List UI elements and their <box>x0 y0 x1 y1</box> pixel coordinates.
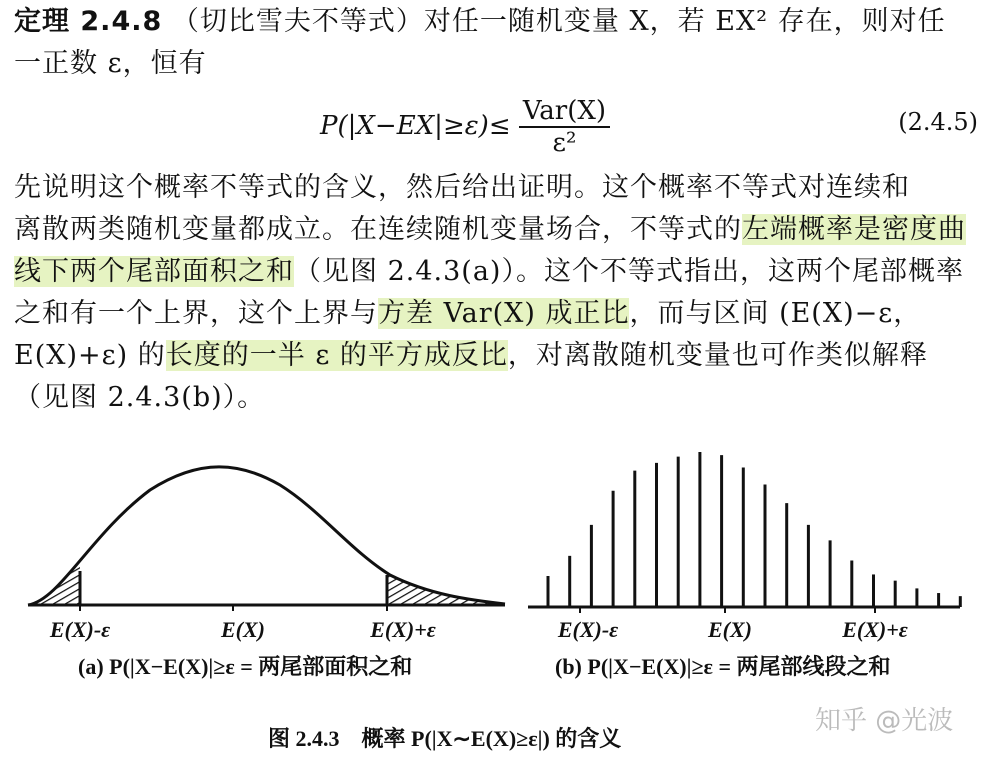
theorem-text-1: （切比雪夫不等式）对任一随机变量 X，若 EX² 存在，则对任 <box>171 6 946 37</box>
formula-denominator: ε² <box>552 128 577 158</box>
label-left: E(X)-ε <box>557 617 619 642</box>
label-mean: E(X) <box>221 617 265 642</box>
highlight-variance: 方差 Var(X) 成正比 <box>378 298 630 329</box>
body-text: 离散两类随机变量都成立。在连续随机变量场合，不等式的 <box>14 214 742 245</box>
highlight-left-prob: 左端概率是密度曲 <box>742 214 966 245</box>
theorem-line-2: 一正数 ε，恒有 <box>14 48 207 79</box>
caption-a: (a) P(|X−E(X)|≥ε = 两尾部面积之和 <box>78 654 413 679</box>
figure-title: 图 2.4.3 概率 P(|X∼E(X)≥ε|) 的含义 <box>268 726 622 751</box>
formula-lhs: P(|X−EX|≥ε)≤ <box>320 111 511 141</box>
label-right: E(X)+ε <box>842 617 908 642</box>
figure-a-density <box>0 440 510 660</box>
theorem-line-1 <box>14 2 946 42</box>
body-text: ，而与区间 (E(X)−ε， <box>629 298 922 329</box>
theorem-label: 定理 2.4.8 <box>14 6 163 37</box>
body-text: 之和有一个上界，这个上界与 <box>14 298 378 329</box>
body-text: ，对离散随机变量也可作类似解释 <box>507 340 928 371</box>
label-mean: E(X) <box>708 617 752 642</box>
label-left: E(X)-ε <box>49 617 111 642</box>
highlight-half-length: 长度的一半 ε 的平方成反比 <box>165 340 508 371</box>
body-line-2 <box>14 210 966 250</box>
highlight-tail-area: 线下两个尾部面积之和 <box>14 256 294 287</box>
body-text: E(X)+ε) 的 <box>14 340 166 371</box>
body-line-3 <box>14 252 964 292</box>
bars-group <box>548 452 960 607</box>
body-line-1: 先说明这个概率不等式的含义，然后给出证明。这个概率不等式对连续和 <box>14 172 910 203</box>
body-line-4 <box>14 294 921 334</box>
body-line-6: （见图 2.4.3(b)）。 <box>14 382 266 413</box>
body-text: （见图 2.4.3(a)）。这个不等式指出，这两个尾部概率 <box>294 256 964 287</box>
formula-fraction <box>519 96 610 158</box>
formula-numerator: Var(X) <box>519 96 610 128</box>
label-right: E(X)+ε <box>370 617 436 642</box>
caption-b: (b) P(|X−E(X)|≥ε = 两尾部线段之和 <box>555 654 891 679</box>
body-line-5 <box>14 336 928 376</box>
watermark: 知乎 @光波 <box>815 706 954 736</box>
equation-number: (2.4.5) <box>898 108 978 136</box>
chebyshev-formula <box>320 96 610 158</box>
density-curve <box>28 467 505 605</box>
figure-b-discrete <box>510 440 990 660</box>
